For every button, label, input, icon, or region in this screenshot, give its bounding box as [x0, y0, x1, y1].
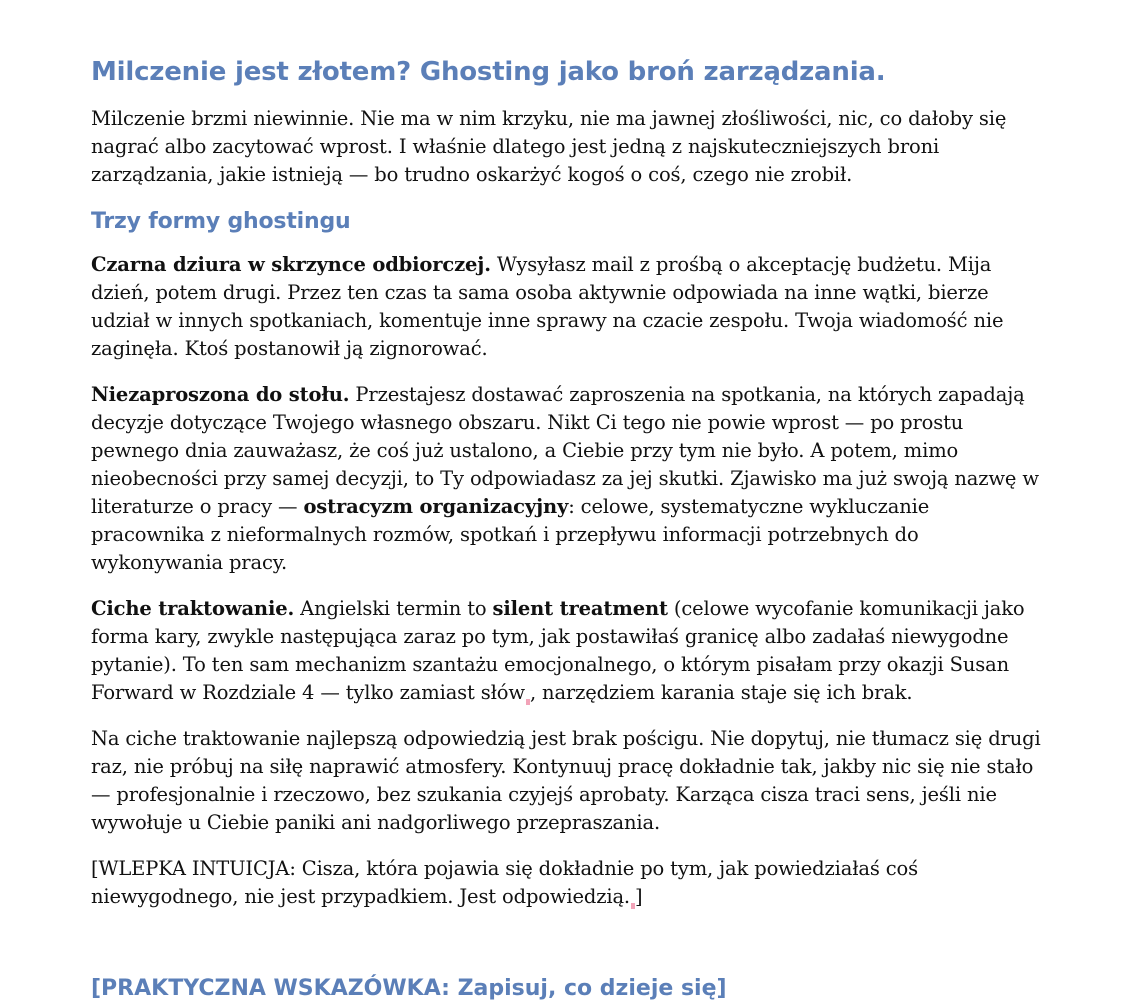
paragraph-sticker-note [91, 855, 1041, 911]
bracket-close: ] [634, 885, 643, 908]
paragraph-text: Przestajesz dostawać zaproszenia na spotkania, na których zapadają decyzje dotyczące Twojego własnego obszaru. Nikt Ci tego nie powie wprost — po prostu pewnego dnia zauważasz, że coś już ustalono, a Ciebie przy tym nie było. A potem, mimo nieobecności przy samej decyzji, to Ty odpowiadasz za jej skutki. Zjawisko ma już swoją nazwę w literaturze o pracy — [91, 383, 1039, 518]
paragraph-uninvited [91, 381, 1041, 577]
intro-paragraph: Milczenie brzmi niewinnie. Nie ma w nim krzyku, nie ma jawnej złośliwości, nic, co dałoby się nagrać albo zacytować wprost. I właśnie dlatego jest jedną z najskuteczniejszych broni zarządzania, jakie istnieją — bo trudno oskarżyć kogoś o coś, czego nie zrobił. [91, 107, 1007, 186]
paragraph-inbox-black-hole [91, 251, 1041, 363]
bold-term: ostracyzm organizacyjny [303, 495, 569, 518]
paragraph-text: Angielski termin to [294, 597, 493, 620]
paragraph-lead: Czarna dziura w skrzynce odbiorczej. [91, 253, 491, 276]
paragraph-lead: Ciche traktowanie. [91, 597, 295, 620]
paragraph-text: , narzędziem karania staje się ich brak. [529, 681, 913, 704]
paragraph-text: (celowe wycofanie komunikacji jako forma kary, zwykle następująca zaraz po tym, jak postawiłaś granicę albo zadałaś niewygodne pytanie). To ten sam mechanizm szantażu emocjonalnego, o którym pisałam przy okazji Susan Forward w Rozdziale 4 — tylko zamiast słów [91, 597, 1025, 704]
paragraph-silent-treatment [91, 595, 1041, 707]
paragraph-lead: Niezaproszona do stołu. [91, 383, 350, 406]
paragraph-text: [WLEPKA INTUICJA: Cisza, która pojawia się dokładnie po tym, jak powiedziałaś coś niewygodnego, nie jest przypadkiem. Jest odpowiedzią. [91, 857, 918, 908]
document-title: Milczenie jest złotem? Ghosting jako broń zarządzania. [91, 57, 886, 87]
bold-term: silent treatment [492, 597, 668, 620]
next-section-heading: [PRAKTYCZNA WSKAZÓWKA: Zapisuj, co dzieje się] [91, 976, 727, 1001]
paragraph-text: Wysyłasz mail z prośbą o akceptację budżetu. Mija dzień, potem drugi. Przez ten czas ta sama osoba aktywnie odpowiada na inne wątki, bierze udział w innych spotkaniach, komentuje inne sprawy na czacie zespołu. Twoja wiadomość nie zaginęła. Ktoś postanowił ją zignorować. [91, 253, 1004, 360]
document-page [91, 55, 1041, 929]
section-heading: Trzy formy ghostingu [91, 209, 351, 234]
paragraph-text: : celowe, systematyczne wykluczanie pracownika z nieformalnych rozmów, spotkań i przepływu informacji potrzebnych do wykonywania pracy. [91, 495, 930, 574]
paragraph-advice: Na ciche traktowanie najlepszą odpowiedzią jest brak pościgu. Nie dopytuj, nie tłumacz się drugi raz, nie próbuj na siłę naprawić atmosfery. Kontynuuj pracę dokładnie tak, jakby nic się nie stało — profesjonalnie i rzeczowo, bez szukania czyjejś aprobaty. Karząca cisza traci sens, jeśli nie wywołuje u Ciebie paniki ani nadgorliwego przepraszania. [91, 727, 1041, 834]
